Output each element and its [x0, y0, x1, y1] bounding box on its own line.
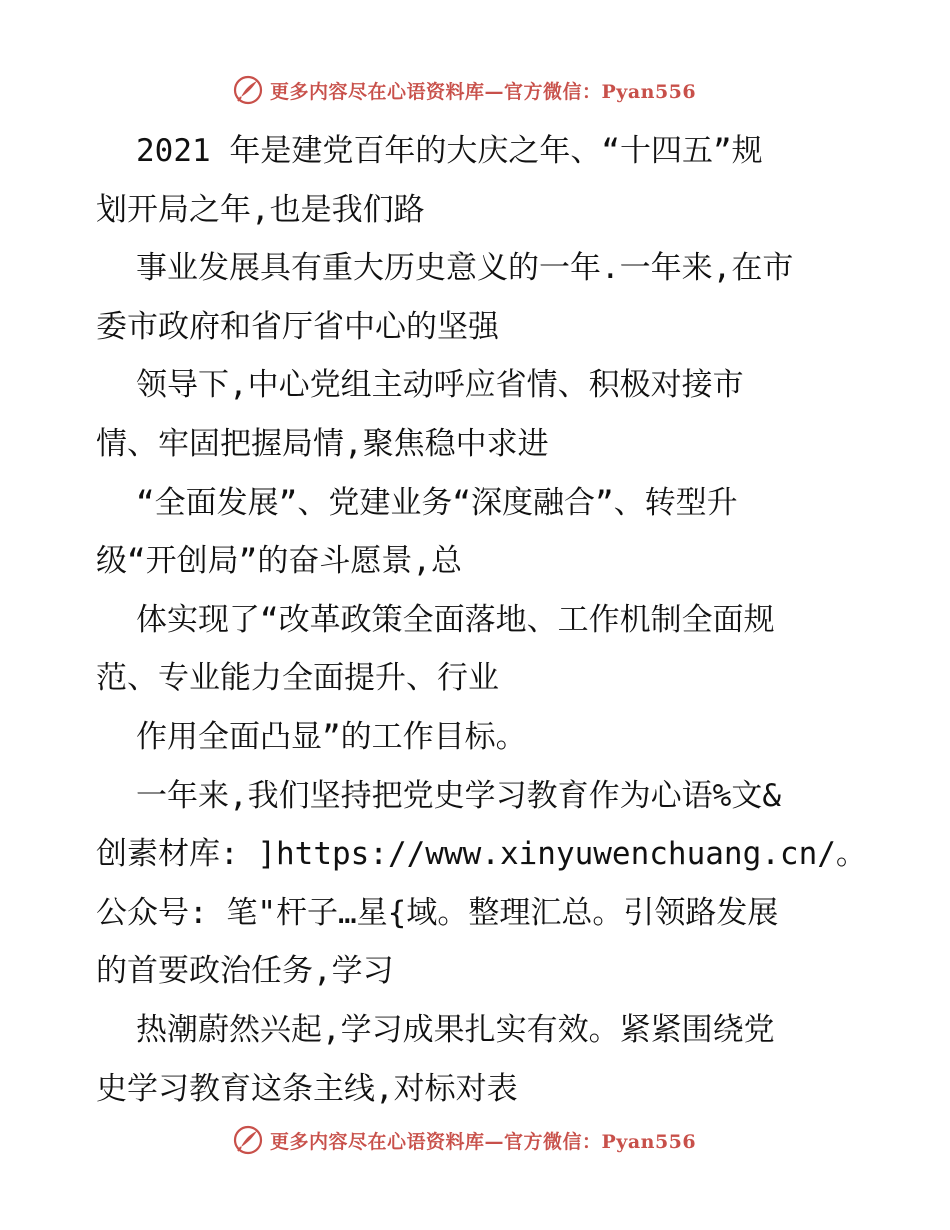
text-line: 事业发展具有重大历史意义的一年.一年来,在市: [136, 250, 794, 287]
text-line: 范、专业能力全面提升、行业: [96, 660, 499, 697]
text-line: 体实现了“改革政策全面落地、工作机制全面规: [136, 601, 775, 638]
text-line: 的首要政治任务,学习: [96, 953, 394, 990]
text-line: 级“开创局”的奋斗愿景,总: [96, 543, 462, 580]
text-line: 公众号: 笔"杆子…星{域。整理汇总。引领路发展: [96, 894, 779, 931]
text-line: 领导下,中心党组主动呼应省情、积极对接市: [136, 367, 744, 404]
watermark-text: 更多内容尽在心语资料库—官方微信：Pyan556: [270, 1130, 697, 1153]
feather-logo-icon: [232, 1124, 264, 1156]
text-line: 情、牢固把握局情,聚焦稳中求进: [96, 425, 549, 462]
text-line: 划开局之年,也是我们路: [96, 191, 425, 228]
text-line: 2021 年是建党百年的大庆之年、“十四五”规: [136, 133, 763, 169]
watermark-footer: [232, 1122, 832, 1158]
document-body: [96, 122, 886, 1118]
feather-logo-icon: [232, 74, 264, 106]
text-line: 委市政府和省厅省中心的坚强: [96, 308, 499, 345]
text-line: 作用全面凸显”的工作目标。: [136, 718, 527, 755]
text-line: 创素材库: ]https://www.xinyuwenchuang.cn/。: [96, 836, 867, 873]
watermark-header: [232, 72, 832, 108]
text-line: 热潮蔚然兴起,学习成果扎实有效。紧紧围绕党: [136, 1011, 775, 1048]
watermark-text: 更多内容尽在心语资料库—官方微信：Pyan556: [270, 80, 697, 103]
text-line: 一年来,我们坚持把党史学习教育作为心语%文&: [136, 777, 781, 814]
text-line: 史学习教育这条主线,对标对表: [96, 1070, 518, 1107]
text-line: “全面发展”、党建业务“深度融合”、转型升: [136, 484, 738, 521]
